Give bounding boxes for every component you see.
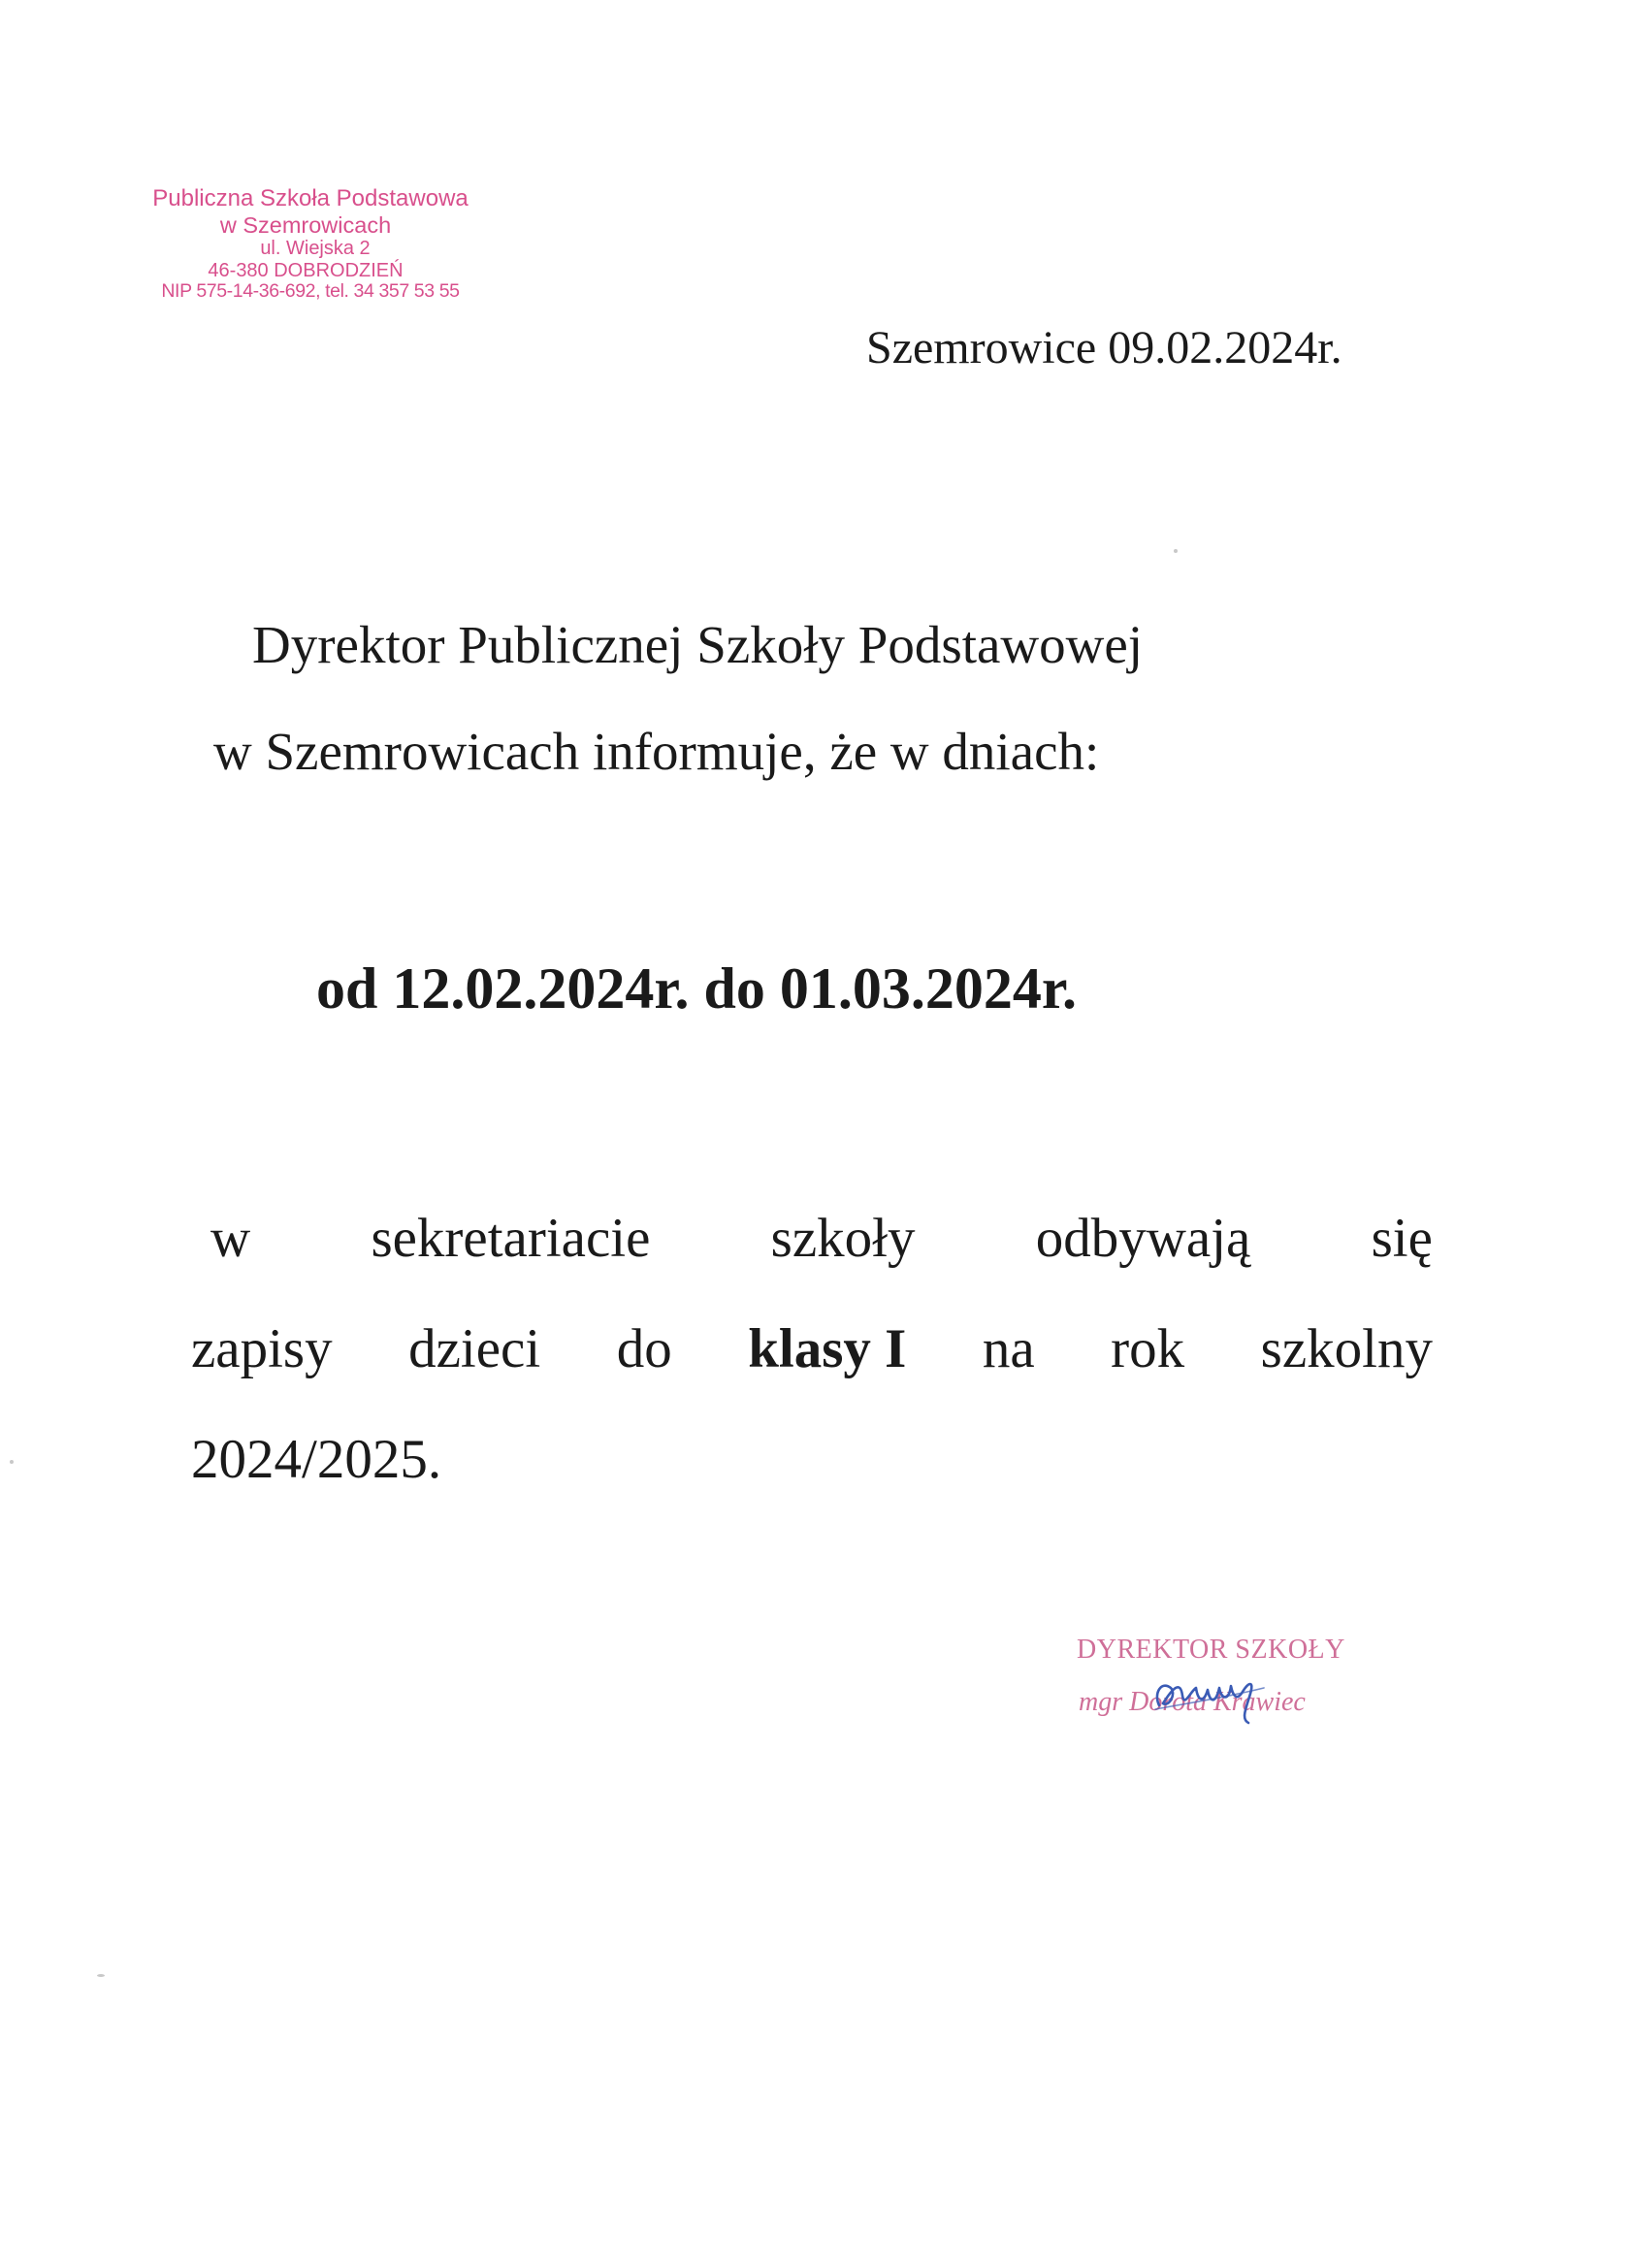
class-one-emphasis: klasy I (748, 1318, 907, 1379)
place-and-date: Szemrowice 09.02.2024r. (866, 322, 1342, 373)
intro-paragraph (194, 592, 1445, 805)
school-stamp-location: w Szemrowicach (219, 211, 392, 238)
word: rok (1111, 1318, 1185, 1379)
school-stamp (126, 186, 495, 303)
school-stamp-nip-phone: NIP 575-14-36-692, tel. 34 357 53 55 (161, 279, 460, 302)
word: na (982, 1318, 1035, 1379)
word: dzieci (408, 1318, 541, 1379)
paragraph-line-3 (191, 1405, 1433, 1515)
word: odbywają (1035, 1208, 1251, 1269)
word: w (210, 1208, 251, 1269)
scan-speck (10, 1460, 14, 1464)
intro-line-2: w Szemrowicach informuje, że w dniach: (213, 722, 1100, 781)
paragraph-line-2 (191, 1294, 1433, 1405)
word: zapisy (191, 1318, 333, 1379)
intro-line-1: Dyrektor Publicznej Szkoły Podstawowej (252, 615, 1144, 674)
word: do (616, 1318, 672, 1379)
word: szkoły (770, 1208, 916, 1269)
school-stamp-name: Publiczna Szkoła Podstawowa (152, 185, 469, 211)
enrollment-paragraph (191, 1183, 1433, 1515)
director-stamp-title: DYREKTOR SZKOŁY (1077, 1635, 1345, 1665)
word: się (1371, 1208, 1433, 1269)
paragraph-line-1 (191, 1183, 1433, 1294)
scan-speck (97, 1974, 105, 1977)
word: sekretariacie (371, 1208, 651, 1269)
word: szkolny (1260, 1318, 1433, 1379)
school-stamp-postal: 46-380 DOBRODZIEŃ (208, 259, 404, 281)
scan-speck (1174, 549, 1178, 553)
enrollment-date-range: od 12.02.2024r. do 01.03.2024r. (316, 956, 1077, 1021)
school-year: 2024/2025. (191, 1429, 442, 1490)
school-stamp-street: ul. Wiejska 2 (260, 238, 371, 260)
director-stamp-name: mgr Dorota Krawiec (1079, 1687, 1306, 1717)
handwritten-signature (1148, 1659, 1283, 1727)
